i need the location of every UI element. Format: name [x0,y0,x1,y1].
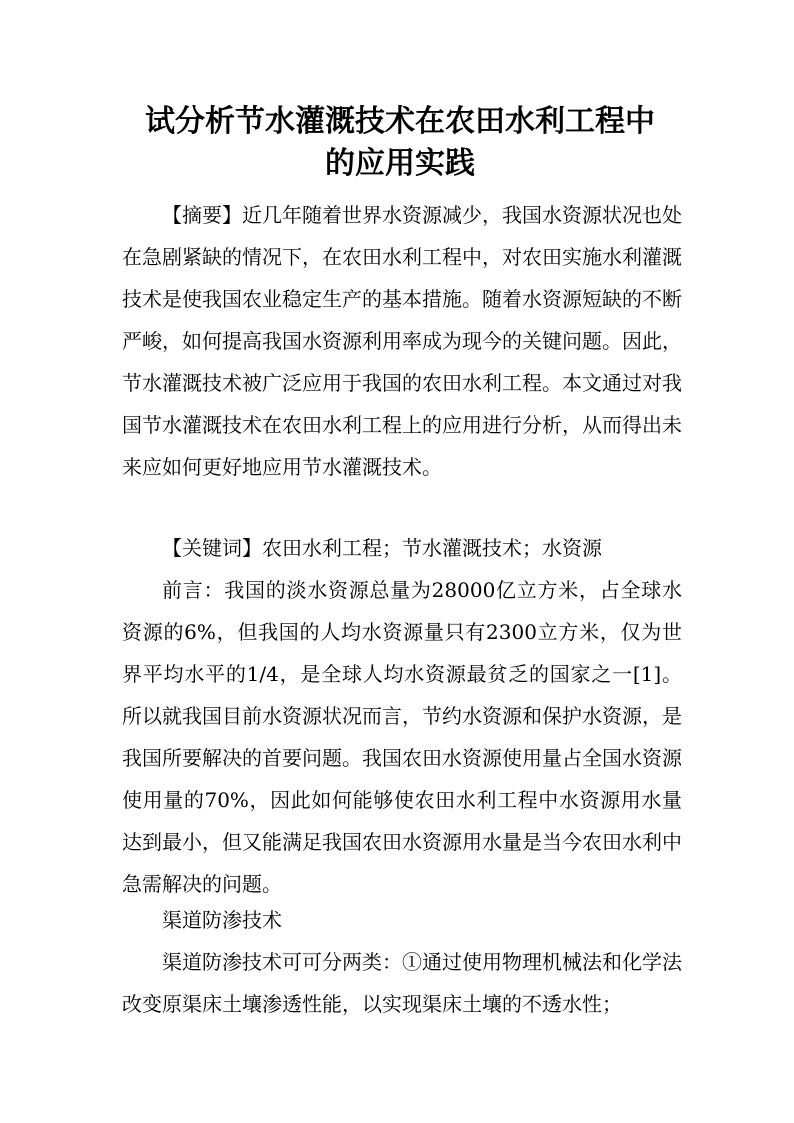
keywords-label: 【关键词】 [162,536,262,560]
foreword-paragraph: 前言：我国的淡水资源总量为28000亿立方米，占全球水资源的6%，但我国的人均水资源量只有2300立方米，仅为世界平均水平的1/4，是全球人均水资源最贫乏的国家之一[1]。所以就我国目前水资源状况而言，节约水资源和保护水资源，是我国所要解决的首要问题。我国农田水资源使用量占全国水资源使用量的70%，因此如何能够使农田水利工程中水资源用水量达到最小，但又能满足我国农田水资源用水量是当今农田水利中急需解决的问题。 [122,578,682,896]
keywords-paragraph [122,527,682,569]
section-paragraph: 渠道防渗技术可可分两类：①通过使用物理机械法和化学法改变原渠床土壤渗透性能，以实现渠床土壤的不透水性； [122,950,682,1016]
keywords-text: 农田水利工程；节水灌溉技术；水资源 [262,536,602,560]
document-title-line-2: 的应用实践 [325,146,475,181]
document-title-line-1: 试分析节水灌溉技术在农田水利工程中 [145,104,655,139]
abstract-paragraph [122,194,682,488]
section-heading: 渠道防渗技术 [162,908,282,932]
abstract-text: 近几年随着世界水资源减少，我国水资源状况也处在急剧紧缺的情况下，在农田水利工程中，对农田实施水利灌溉技术是使我国农业稳定生产的基本措施。随着水资源短缺的不断严峻，如何提高我国水资源利用率成为现今的关键问题。因此，节水灌溉技术被广泛应用于我国的农田水利工程。本文通过对我国节水灌溉技术在农田水利工程上的应用进行分析，从而得出未来应如何更好地应用节水灌溉技术。 [122,203,682,479]
abstract-label: 【摘要】 [162,203,242,227]
